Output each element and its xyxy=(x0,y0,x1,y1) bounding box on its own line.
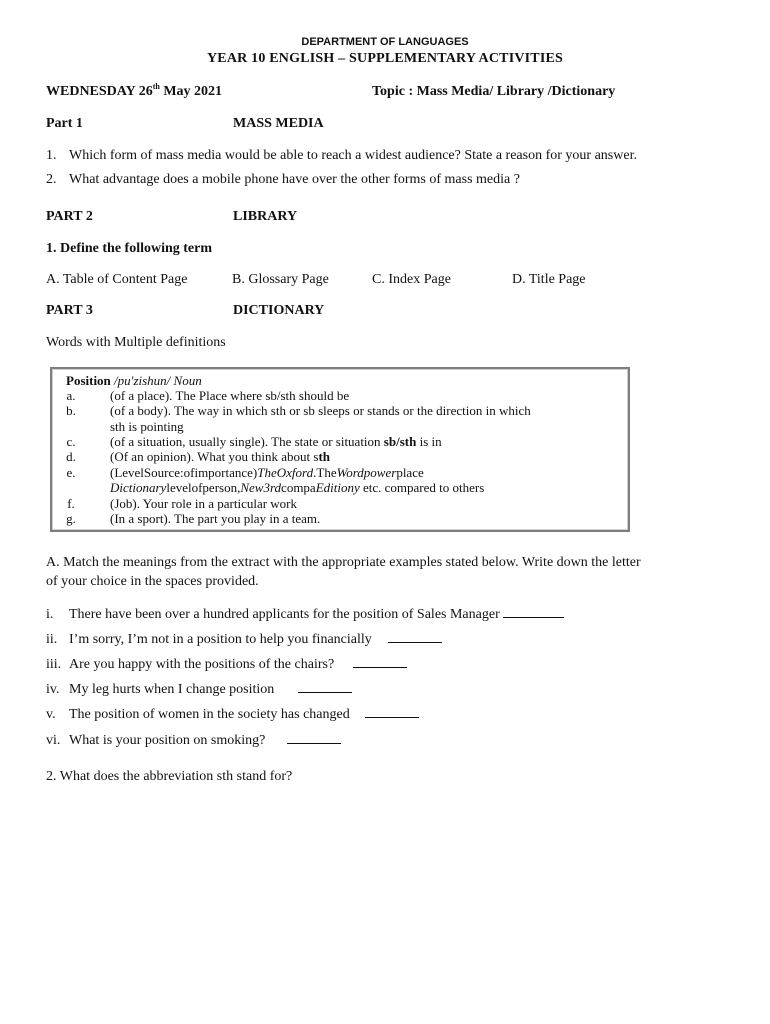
definition-text xyxy=(110,449,330,464)
part2-heading: LIBRARY xyxy=(233,209,298,224)
term-c: C. Index Page xyxy=(372,272,451,287)
task-a-instruction-line-1: A. Match the meanings from the extract with the appropriate examples stated below. Write down the letter xyxy=(46,555,641,570)
definition-text-part: etc. compared to others xyxy=(359,480,485,495)
example-number: v. xyxy=(46,707,56,722)
question-text: Which form of mass media would be able to reach a widest audience? State a reason for your answer. xyxy=(69,148,637,163)
definition-text-part: compa xyxy=(281,480,316,495)
part3-intro: Words with Multiple definitions xyxy=(46,335,226,350)
definition-text-part: (of a situation, usually single). The state or situation xyxy=(110,434,384,449)
definition-letter: d. xyxy=(66,449,76,464)
example-iii xyxy=(46,656,407,673)
part1-question-1 xyxy=(46,148,637,164)
question-text: What advantage does a mobile phone have over the other forms of mass media ? xyxy=(69,172,520,187)
part1-question-2 xyxy=(46,172,520,188)
answer-blank[interactable] xyxy=(388,631,442,643)
question-number: 1. xyxy=(46,148,57,163)
definition-text-italic: Editiony xyxy=(315,480,360,495)
task-a-instruction-line-2: of your choice in the spaces provided. xyxy=(46,574,259,589)
question-number: 2. xyxy=(46,172,57,187)
example-number: vi. xyxy=(46,733,61,748)
part2-label: PART 2 xyxy=(46,209,93,224)
definition-text-part: levelofperson, xyxy=(166,480,241,495)
definition-text-italic: Wordpower xyxy=(336,465,397,480)
definition-letter: e. xyxy=(66,465,76,480)
example-iv xyxy=(46,681,352,698)
date-superscript: th xyxy=(152,82,160,91)
example-text: The position of women in the society has changed xyxy=(69,707,350,722)
definition-letter: c. xyxy=(66,434,76,449)
definition-text-italic: Dictionary xyxy=(110,480,167,495)
answer-blank[interactable] xyxy=(298,681,352,693)
definition-text: (In a sport). The part you play in a team. xyxy=(110,511,321,526)
department-heading: DEPARTMENT OF LANGUAGES xyxy=(301,36,469,48)
definition-text xyxy=(110,434,442,449)
definition-text-bold: th xyxy=(318,449,331,464)
example-text: Are you happy with the positions of the chairs? xyxy=(69,657,335,672)
example-text: What is your position on smoking? xyxy=(69,733,266,748)
definition-text-part: is in xyxy=(416,434,442,449)
definition-text-bold: sb/sth xyxy=(383,434,417,449)
definition-letter: a. xyxy=(66,388,76,403)
term-a: A. Table of Content Page xyxy=(46,272,188,287)
definition-text-part: (Of an opinion). What you think about s xyxy=(110,449,319,464)
example-number: i. xyxy=(46,607,54,622)
definition-text-italic: TheOxford xyxy=(257,465,314,480)
part3-label: PART 3 xyxy=(46,303,93,318)
entry-headword-line xyxy=(66,373,202,388)
part2-instruction: 1. Define the following term xyxy=(46,241,213,256)
definition-letter: b. xyxy=(66,403,76,418)
definition-text: (of a body). The way in which sth or sb sleeps or stands or the direction in which xyxy=(110,403,531,418)
example-number: iii. xyxy=(46,657,62,672)
part1-heading: MASS MEDIA xyxy=(233,116,324,131)
worksheet-title: YEAR 10 ENGLISH – SUPPLEMENTARY ACTIVITIES xyxy=(206,51,564,66)
question-2: 2. What does the abbreviation sth stand for? xyxy=(46,769,293,784)
definition-text: (of a place). The Place where sb/sth should be xyxy=(110,388,350,403)
example-ii xyxy=(46,631,442,648)
answer-blank[interactable] xyxy=(503,606,564,618)
definition-text xyxy=(110,480,484,495)
example-number: iv. xyxy=(46,682,60,697)
date-prefix: WEDNESDAY 26 xyxy=(46,84,153,99)
example-text: I’m sorry, I’m not in a position to help you financially xyxy=(69,632,372,647)
example-i xyxy=(46,606,564,623)
topic-line: Topic : Mass Media/ Library /Dictionary xyxy=(372,84,616,99)
answer-blank[interactable] xyxy=(365,706,419,718)
entry-pronunciation: /pu'zishun/ Noun xyxy=(110,373,202,388)
dictionary-extract xyxy=(50,367,630,532)
example-vi xyxy=(46,732,341,749)
date-suffix: May 2021 xyxy=(159,84,223,99)
part1-label: Part 1 xyxy=(46,116,83,131)
definition-letter: f. xyxy=(67,496,75,511)
example-number: ii. xyxy=(46,632,58,647)
definition-letter: g. xyxy=(66,511,76,526)
term-b: B. Glossary Page xyxy=(232,272,329,287)
definition-text-part: place xyxy=(396,465,424,480)
definition-text-italic: New3rd xyxy=(240,480,282,495)
term-d: D. Title Page xyxy=(512,272,586,287)
answer-blank[interactable] xyxy=(353,656,407,668)
entry-word: Position xyxy=(66,373,111,388)
definition-text: sth is pointing xyxy=(110,419,184,434)
example-text: My leg hurts when I change position xyxy=(69,682,275,697)
definition-text-part: (LevelSource:ofimportance) xyxy=(110,465,258,480)
answer-blank[interactable] xyxy=(287,732,341,744)
definition-text-part: .The xyxy=(313,465,337,480)
example-text: There have been over a hundred applicants for the position of Sales Manager xyxy=(69,607,500,622)
example-v xyxy=(46,706,419,723)
part3-heading: DICTIONARY xyxy=(233,303,325,318)
date-line xyxy=(46,84,222,100)
definition-text xyxy=(110,465,424,480)
definition-text: (Job). Your role in a particular work xyxy=(110,496,298,511)
